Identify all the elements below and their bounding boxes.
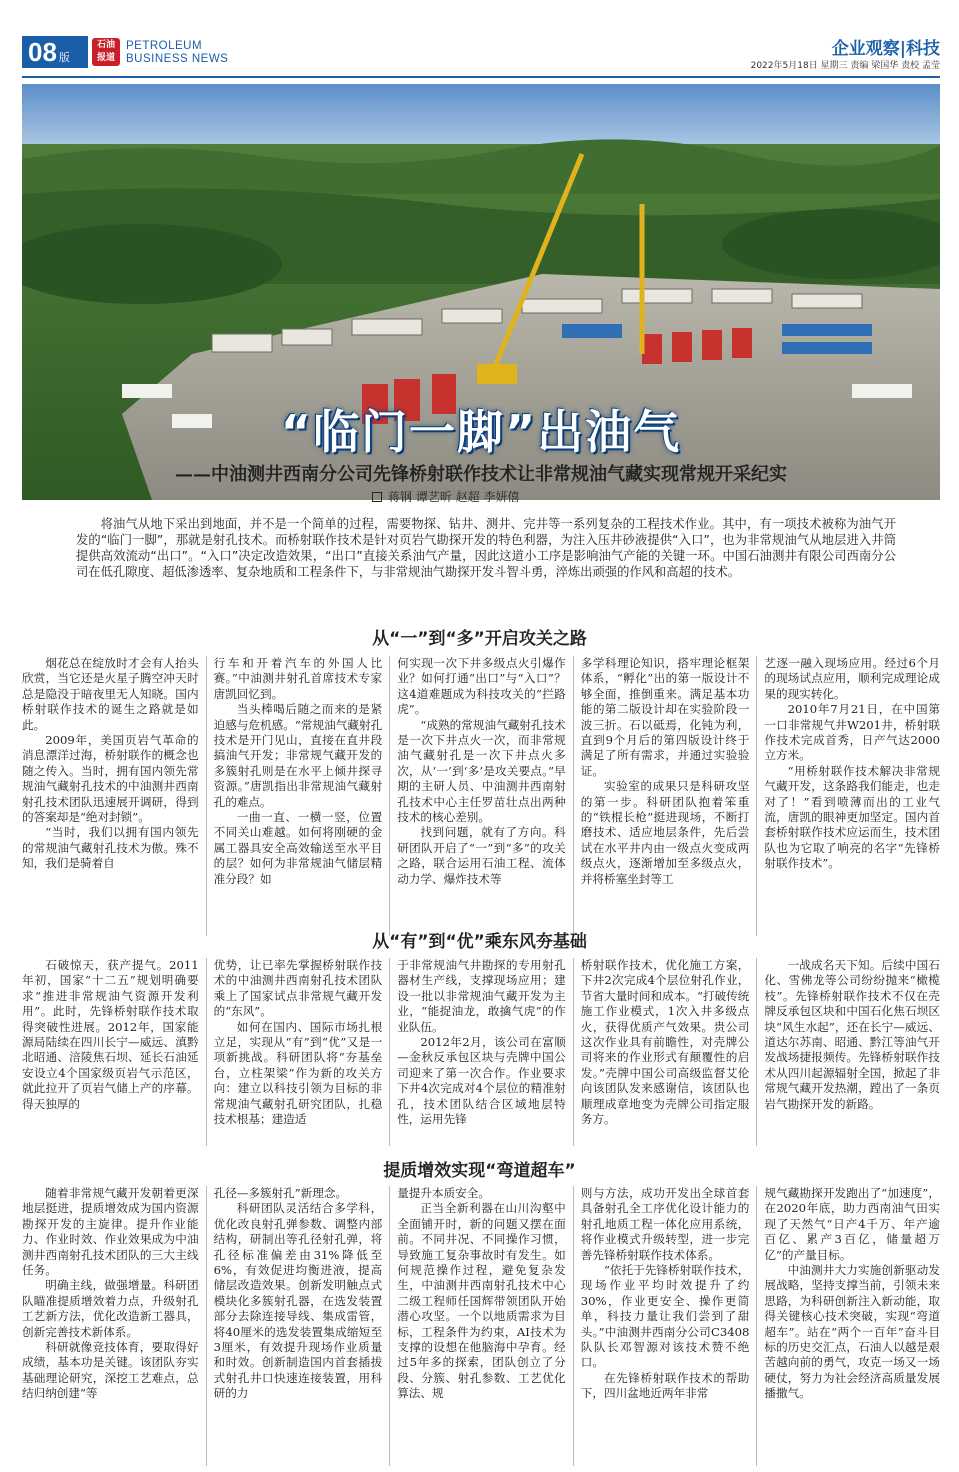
paragraph: 2012年2月，该公司在富顺—金秋反承包区块与壳牌中国公司迎来了第一次合作。作业要求下井4次完成对4个层位的精准射孔，技术团队结合区域地层特性，运用先锋 xyxy=(397,1035,566,1127)
page-suffix: 版 xyxy=(58,52,70,64)
paragraph: “当时，我们以拥有国内领先的常规油气藏射孔技术为傲。殊不知，我们是骑着自 xyxy=(22,825,199,871)
paragraph: 中油测井大力实施创新驱动发展战略，坚持支撑当前，引领未来思路，为科研创新注入新动能，取得关键核心技术突破，实现“弯道超车”。站在“两个一百年”奋斗目标的历史交汇点，石油人以越是艰苦越向前的勇气，攻克一场又一场硬仗，努力为社会经济高质量发展播撒气。 xyxy=(764,1263,940,1401)
section-label: 企业观察|科技 xyxy=(831,39,940,59)
page-number-badge xyxy=(22,36,88,68)
hero-photo xyxy=(22,84,940,500)
section-3-columns xyxy=(22,1186,940,1466)
paragraph: “用桥射联作技术解决非常规气藏开发，这条路我们能走，也走对了！”看到喷薄而出的工业气流，唐凯的眼神更加坚定。国内首套桥射联作技术应运而生，技术团队也为它取了响亮的名字“先锋桥射联作技术”。 xyxy=(764,763,940,871)
lead-paragraph: 将油气从地下采出到地面，并不是一个简单的过程，需要物探、钻井、测井、完井等一系列复杂的工程技术作业。其中，有一项技术被称为油气开发的“临门一脚”，那就是射孔技术。而桥射联作技术是针对页岩气勘探开发的特色利器，为注入压井砂液提供“入口”，也为非常规油气从地层进入井筒提供高效流动“出口”。“入口”决定改造效果，“出口”直接关系油气产量，因此这道小工序是影响油气产能的关键一环。中国石油测井有限公司西南分公司在低孔隙度、超低渗透率、复杂地质和工程条件下，与非常规油气勘探开发斗智斗勇，淬炼出顽强的作风和高超的技术。 xyxy=(76,517,896,579)
section-heading-1: 从“一”到“多”开启攻关之路 xyxy=(372,629,587,649)
section-3-column-4 xyxy=(573,1186,757,1466)
paragraph: 科研团队灵活结合多学科，优化改良射孔弹参数、调整内部结构，研制出等孔径射孔弹，将孔径标准偏差由31%降低至6%，有效促进均衡进液，提高储层改造效果。创新发明触点式模块化多簇射孔器，在选发装置部分去除连接导线、集成雷管，将40厘米的选发装置集成缩短至3厘米，有效提升现场作业质量和时效。创新制造国内首套插拔式射孔井口快速连接装置，用科研的力 xyxy=(213,1201,383,1401)
paragraph: “依托于先锋桥射联作技术，现场作业平均时效提升了约30%，作业更安全、操作更简单，科技力量让我们尝到了甜头。”中油测井西南分公司C3408队队长邓智源对该技术赞不绝口。 xyxy=(580,1263,750,1370)
paragraph: 于非常规油气井勘探的专用射孔器材生产线，支撑现场应用；建设一批以非常规油气藏开发为主业，“能捉油龙，敢擒气虎”的作业队伍。 xyxy=(397,958,566,1034)
paragraph: 行车和开着汽车的外国人比赛。”中油测井射孔首席技术专家唐凯回忆到。 xyxy=(213,656,383,701)
section-1-column-2 xyxy=(206,656,390,936)
paragraph: 科研就像竞技体育，要取得好成绩，基本功是关键。该团队夯实基础理论研究，深挖工艺难点，总结归纳创建“等 xyxy=(22,1340,199,1401)
section-heading-2: 从“有”到“优”乘东风夯基础 xyxy=(372,932,587,952)
paragraph: 则与方法，成功开发出全球首套具备射孔全工序优化设计能力的射孔地质工程一体化应用系统，将作业模式升级转型，进一步完善先锋桥射联作技术体系。 xyxy=(580,1186,750,1262)
paragraph: 如何在国内、国际市场扎根立足，实现从“有”到“优”又是一项新挑战。科研团队将“夯基垒台，立柱架梁”作为新的攻关方向：建立以科技引领为目标的非常规油气藏射孔研究团队，扎稳技术根基；建造适 xyxy=(213,1019,383,1127)
section-3-column-2 xyxy=(206,1186,390,1466)
paragraph: 在先锋桥射联作技术的帮助下，四川盆地近两年非常 xyxy=(580,1370,750,1401)
dateline: 2022年5月18日 星期三 责编 梁国华 责校 孟莹 xyxy=(750,61,940,71)
paragraph: “成熟的常规油气藏射孔技术是一次下井点火一次，而非常规油气藏射孔是一次下井点火多次，从‘一’到‘多’是攻关要点。”早期的主研人员、中油测井西南射孔技术中心主任罗苗壮点出两种技术的核心差别。 xyxy=(397,717,566,825)
byline-authors: 蒋钢 谭艺昕 赵超 李妍僖 xyxy=(388,490,520,504)
masthead-rule xyxy=(22,76,940,78)
paragraph: 规气藏勘探开发跑出了“加速度”，在2020年底，助力西南油气田实现了天然气“日产4千万、年产逾百亿、累产3百亿，储量超万亿”的产量目标。 xyxy=(764,1186,940,1262)
paragraph: 量提升本质安全。 xyxy=(397,1186,490,1200)
paragraph: 孔径—多簇射孔”新理念。 xyxy=(213,1186,348,1200)
section-2-column-4 xyxy=(573,958,757,1146)
paragraph: 当头棒喝后随之而来的是紧迫感与危机感。“常规油气藏射孔技术是开门见山，直接在直井段搞油气开发；非常规气藏开发的多簇射孔则是在水平上倾井探寻资源。”唐凯指出非常规油气藏射孔的难点。 xyxy=(213,702,383,809)
paragraph: 实验室的成果只是科研攻坚的第一步。科研团队抱着笨重的“铁棍长枪”挺进现场，不断打磨技术、适应地层条件，先后尝试在水平井内由一级点火变成两级点火，逐渐增加至多级点火，并将桥塞坐封等工 xyxy=(580,779,750,886)
section-2-column-5 xyxy=(756,958,940,1146)
section-1-column-4 xyxy=(573,656,757,936)
masthead xyxy=(22,36,940,74)
paragraph: 艺逐一融入现场应用。经过6个月的现场试点应用，顺利完成理论成果的现实转化。 xyxy=(764,656,940,701)
paragraph: 石破惊天，获产提气。2011年初，国家“十二五”规划明确要求“推进非常规油气资源开发利用”。此时，先锋桥射联作技术取得突破性进展。2012年，国家能源局陆续在四川长宁—威远、滇黔北昭通、涪陵焦石坝、延长石油延安设立4个国家级页岩气示范区，就此拉开了页岩气储上产的序幕。得天独厚的 xyxy=(22,958,199,1111)
page-number: 08 xyxy=(28,37,57,67)
paragraph: 优势，让已率先掌握桥射联作技术的中油测井西南射孔技术团队乘上了国家试点非常规气藏开发的“东风”。 xyxy=(213,958,383,1019)
section-1-column-3 xyxy=(389,656,573,936)
paragraph: 随着非常规气藏开发朝着更深地层挺进，提质增效成为国内资源勘探开发的主旋律。提升作业能力、作业时效、作业效果成为中油测井西南射孔技术团队的三大主线任务。 xyxy=(22,1186,199,1278)
paragraph: 明确主线，做强增量。科研团队瞄准提质增效着力点，升级射孔工艺新方法，优化改造新工器具，创新完善技术新体系。 xyxy=(22,1278,199,1339)
section-3-column-5 xyxy=(756,1186,940,1466)
byline-box xyxy=(372,492,382,502)
section-2-column-2 xyxy=(206,958,390,1146)
section-2-columns xyxy=(22,958,940,1146)
paper-name-line2: BUSINESS NEWS xyxy=(126,53,229,65)
section-2-column-3 xyxy=(389,958,573,1146)
section-3-column-3 xyxy=(389,1186,573,1466)
section-1-columns xyxy=(22,656,940,936)
section-1-column-1 xyxy=(22,656,206,936)
section-1-column-5 xyxy=(756,656,940,936)
paragraph: 正当全新利器在山川沟壑中全面铺开时，新的问题又摆在面前。不同井况、不同操作习惯，导致施工复杂事故时有发生。如何规范操作过程，避免复杂发生，中油测井西南射孔技术中心二级工程师任国辉带领团队开始潜心攻坚。一个以地质需求为目标，工程条件为约束，AI技术为支撑的设想在他脑海中孕育。经过5年多的探索，团队创立了分段、分簇、射孔参数、工艺优化算法、规 xyxy=(397,1201,566,1401)
subheadline: ——中油测井西南分公司先锋桥射联作技术让非常规油气藏实现常规开采纪实 xyxy=(175,464,787,485)
byline xyxy=(372,488,519,505)
paragraph: 桥射联作技术，优化施工方案，下井2次完成4个层位射孔作业，节省大量时间和成本。“打破传统施工作业模式，1次入井多级点火，获得优质产气效果。贵公司这次作业具有前瞻性，对壳牌公司将来的作业形式有颠覆性的启发。”壳牌中国公司高级监督艾伦向该团队发来感谢信，该团队也顺理成章地变为壳牌公司指定服务方。 xyxy=(580,958,750,1127)
paragraph: 多学科理论知识，搭牢理论框架体系，“孵化”出的第一版设计不够全面，推倒重来。满足基本功能的第二版设计却在实验阶段一波三折。石以砥焉，化钝为利，直到9个月后的第四版设计终于满足了所有需求，并通过实验验证。 xyxy=(580,656,750,778)
newspaper-logo: 石油 报道 xyxy=(92,38,120,66)
paper-name-line1: PETROLEUM xyxy=(126,40,203,52)
paragraph: 何实现一次下井多级点火引爆作业？如何打通“出口”与“入口”？这4道难题成为科技攻关的“拦路虎”。 xyxy=(397,656,566,717)
paragraph: 一曲一直、一横一竖，位置不同关山难越。如何将刚硬的金属工器具安全高效输送至水平目的层？如何为非常规油气储层精准分段？如 xyxy=(213,810,383,886)
headline: “临门一脚”出油气 xyxy=(280,405,682,459)
section-2-column-1 xyxy=(22,958,206,1146)
section-heading-3: 提质增效实现“弯道超车” xyxy=(383,1161,576,1181)
paragraph: 2009年，美国页岩气革命的消息漂洋过海，桥射联作的概念也随之传入。当时，拥有国内领先常规油气藏射孔技术的中油测井西南射孔技术团队迅速展开调研，得到的答案却是“绝对封锁”。 xyxy=(22,733,199,825)
paper-name xyxy=(126,40,228,66)
paragraph: 找到问题，就有了方向。科研团队开启了“一”到“多”的攻关之路，联合运用石油工程、流体动力学、爆炸技术等 xyxy=(397,825,566,886)
paragraph: 烟花总在绽放时才会有人抬头欣赏，当它还是火星子腾空冲天时总是隐没于暗夜里无人知晓。国内桥射联作技术的诞生之路就是如此。 xyxy=(22,656,199,732)
paragraph: 一战成名天下知。后续中国石化、雪佛龙等公司纷纷抛来“橄榄枝”。先锋桥射联作技术不仅在壳牌反承包区块和中国石化焦石坝区块“风生水起”，还在长宁—威远、道达尔苏南、昭通、黔江等油气开发战场捷报频传。先锋桥射联作技术从四川起源辐射全国，掀起了非常规气藏开发热潮，蹚出了一条页岩气勘探开发的新路。 xyxy=(764,958,940,1111)
paragraph: 2010年7月21日，在中国第一口非常规气井W201井，桥射联作技术完成首秀，日产气达2000立方米。 xyxy=(764,702,940,763)
section-3-column-1 xyxy=(22,1186,206,1466)
